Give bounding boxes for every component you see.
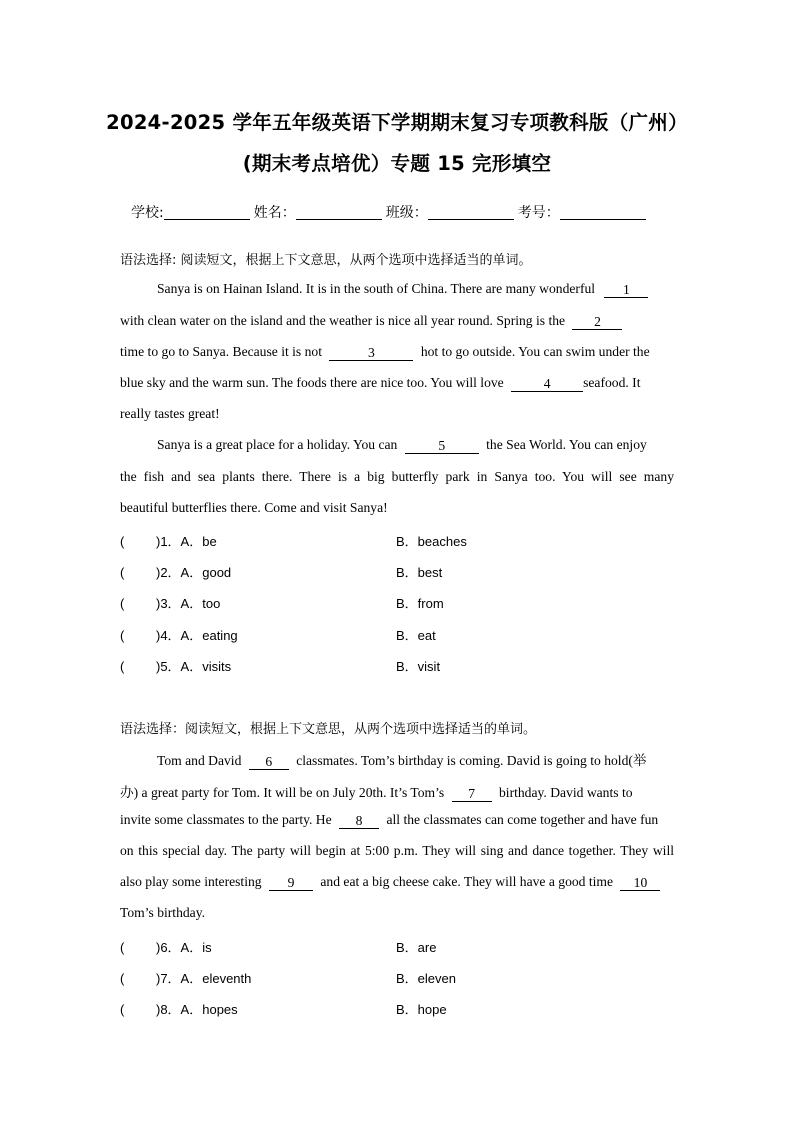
text-span: Sanya is on Hainan Island. It is in the south of China. There are many wonderful bbox=[157, 281, 596, 296]
answer-paren[interactable]: ( bbox=[120, 659, 125, 674]
text-span: with clean water on the island and the weather is nice all year round. Spring is the bbox=[120, 313, 566, 328]
answer-paren[interactable]: ( bbox=[120, 628, 125, 643]
question-7-option-b: B．eleven bbox=[396, 971, 456, 986]
blank-8[interactable]: 8 bbox=[339, 813, 379, 829]
question-7[interactable] bbox=[120, 968, 251, 987]
blank-4[interactable]: 4 bbox=[511, 376, 583, 392]
blank-7[interactable]: 7 bbox=[452, 786, 492, 802]
text-span: also play some interesting bbox=[120, 874, 262, 889]
section2-instruction: 语法选择：阅读短文，根据上下文意思，从两个选项中选择适当的单词。 bbox=[120, 722, 537, 737]
question-8[interactable] bbox=[120, 999, 238, 1018]
name-blank[interactable] bbox=[296, 205, 382, 220]
s2-p1-line6: Tom’s birthday. bbox=[120, 905, 206, 920]
blank-5[interactable]: 5 bbox=[405, 438, 479, 454]
answer-paren[interactable]: ( bbox=[120, 565, 125, 580]
text-span: time to go to Sanya. Because it is not bbox=[120, 344, 322, 359]
option-a: )6．A．is bbox=[156, 940, 212, 955]
question-4-option-b: B．eat bbox=[396, 628, 436, 643]
blank-2[interactable]: 2 bbox=[572, 314, 622, 330]
text-span: classmates. Tom’s birthday is coming. David is going to hold(举 bbox=[296, 753, 647, 768]
answer-paren[interactable]: ( bbox=[120, 596, 125, 611]
blank-1[interactable]: 1 bbox=[604, 282, 648, 298]
title-line-2: (期末考点培优）专题 15 完形填空 bbox=[242, 152, 552, 175]
question-8-option-b: B．hope bbox=[396, 1002, 447, 1017]
s1-p1-line3 bbox=[120, 344, 674, 361]
text-span: hot to go outside. You can swim under the bbox=[420, 344, 650, 359]
title-line-1: 2024-2025 学年五年级英语下学期期末复习专项教科版（广州） bbox=[106, 111, 688, 134]
text-span: and eat a big cheese cake. They will have a good time bbox=[320, 874, 614, 889]
school-label: 学校: bbox=[131, 205, 164, 221]
question-2-option-b: B．best bbox=[396, 565, 443, 580]
question-6-option-b: B．are bbox=[396, 940, 437, 955]
s1-p1-line2 bbox=[120, 313, 674, 330]
option-a: )4．A．eating bbox=[156, 628, 238, 643]
number-blank[interactable] bbox=[560, 205, 646, 220]
blank-9[interactable]: 9 bbox=[269, 875, 313, 891]
s1-p2-line2: the fish and sea plants there. There is a big butterfly park in Sanya too. You will see many bbox=[120, 469, 674, 484]
s1-p1-line4 bbox=[120, 375, 674, 392]
question-1[interactable] bbox=[120, 531, 217, 550]
text-span: Sanya is a great place for a holiday. You can bbox=[157, 437, 398, 452]
s1-p2-line1 bbox=[157, 437, 674, 454]
section1-instruction: 语法选择: 阅读短文，根据上下文意思，从两个选项中选择适当的单词。 bbox=[120, 253, 532, 268]
text-span: invite some classmates to the party. He bbox=[120, 812, 332, 827]
option-a: )2．A．good bbox=[156, 565, 232, 580]
s2-p1-line3 bbox=[120, 812, 674, 829]
option-a: )5．A．visits bbox=[156, 659, 232, 674]
blank-10[interactable]: 10 bbox=[620, 875, 660, 891]
question-4[interactable] bbox=[120, 625, 238, 644]
s2-p1-line5 bbox=[120, 874, 674, 891]
s1-p1-line5: really tastes great! bbox=[120, 406, 220, 421]
question-3[interactable] bbox=[120, 593, 220, 612]
class-label: 班级： bbox=[385, 205, 428, 221]
s2-p1-line1 bbox=[157, 749, 674, 770]
text-span: birthday. David wants to bbox=[499, 785, 633, 800]
question-1-option-b: B．beaches bbox=[396, 534, 467, 549]
text-span: blue sky and the warm sun. The foods there are nice too. You will love bbox=[120, 375, 504, 390]
text-span: Tom and David bbox=[157, 753, 242, 768]
number-label: 考号： bbox=[517, 205, 560, 221]
question-6[interactable] bbox=[120, 937, 212, 956]
question-2[interactable] bbox=[120, 562, 231, 581]
option-a: )3．A．too bbox=[156, 596, 221, 611]
name-label: 姓名： bbox=[253, 205, 296, 221]
question-5-option-b: B．visit bbox=[396, 659, 441, 674]
student-info-row bbox=[131, 202, 650, 222]
option-a: )8．A．hopes bbox=[156, 1002, 238, 1017]
s1-p2-line3: beautiful butterflies there. Come and visit Sanya! bbox=[120, 500, 388, 515]
answer-paren[interactable]: ( bbox=[120, 971, 125, 986]
text-span: 办) a great party for Tom. It will be on July 20th. It’s Tom’s bbox=[120, 785, 445, 800]
blank-3[interactable]: 3 bbox=[329, 345, 413, 361]
answer-paren[interactable]: ( bbox=[120, 534, 125, 549]
text-span: seafood. It bbox=[583, 375, 641, 390]
blank-6[interactable]: 6 bbox=[249, 754, 289, 770]
option-a: )7．A．eleventh bbox=[156, 971, 252, 986]
answer-paren[interactable]: ( bbox=[120, 940, 125, 955]
question-3-option-b: B．from bbox=[396, 596, 444, 611]
text-span: all the classmates can come together and have fun bbox=[386, 812, 659, 827]
s2-p1-line2 bbox=[120, 781, 674, 802]
school-blank[interactable] bbox=[164, 205, 250, 220]
answer-paren[interactable]: ( bbox=[120, 1002, 125, 1017]
s2-p1-line4: on this special day. The party will begin at 5:00 p.m. They will sing and dance together. They will bbox=[120, 843, 674, 858]
class-blank[interactable] bbox=[428, 205, 514, 220]
option-a: )1．A．be bbox=[156, 534, 217, 549]
question-5[interactable] bbox=[120, 656, 231, 675]
text-span: the Sea World. You can enjoy bbox=[486, 437, 647, 452]
s1-p1-line1 bbox=[157, 281, 674, 298]
